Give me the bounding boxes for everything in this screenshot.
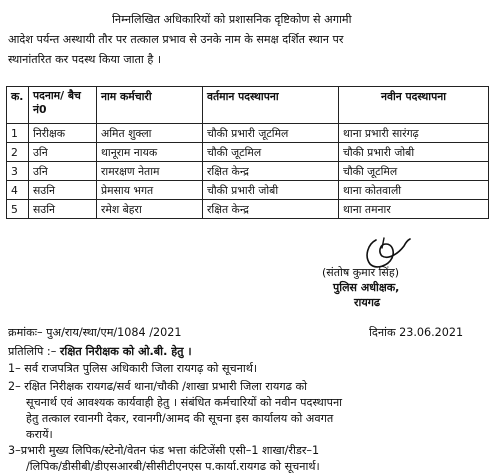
cell-serial: 1 (7, 124, 29, 143)
order-date: दिनांक 23.06.2021 (369, 326, 464, 339)
cell-name: अमित शुक्ला (97, 124, 203, 143)
copy-line-1: 1– सर्व राजपत्रित पुलिस अधिकारी जिला रायगढ़ को सूचनार्थ। (8, 362, 258, 375)
cell-designation: निरीक्षक (29, 124, 97, 143)
copy-line-3-cont: /लिपिक/डीसीबी/डीएसआरबी/सीसीटीएनएस प.कार्या.रायगढ को सूचनार्थ। (26, 460, 320, 473)
intro-line-3: स्थानांतरित कर पदस्थ किया जाता है । (8, 53, 162, 66)
table-header-row (7, 87, 489, 124)
col-header-new-posting: नवीन पदस्थापना (339, 87, 489, 124)
cell-current-posting: रक्षित केन्द्र (203, 200, 339, 219)
intro-line-1: निम्नलिखित अधिकारियों को प्रशासनिक दृष्टिकोण से अगामी (112, 13, 352, 26)
cell-name: प्रेमसाय भगत (97, 181, 203, 200)
cell-serial: 3 (7, 162, 29, 181)
cell-new-posting: चौकी प्रभारी जोबी (339, 143, 489, 162)
table-row (7, 200, 489, 219)
handwritten-signature (362, 236, 412, 270)
table-row (7, 181, 489, 200)
cell-current-posting: चौकी प्रभारी जूटमिल (203, 124, 339, 143)
col-header-serial: क. (7, 87, 29, 124)
signatory-designation: पुलिस अधीक्षक, (333, 281, 400, 294)
cell-name: थानूराम नायक (97, 143, 203, 162)
copy-to-heading (8, 345, 192, 359)
col-header-current-posting: वर्तमान पदस्थापना (203, 87, 339, 124)
signatory-name: (संतोष कुमार सिंह) (322, 266, 399, 279)
copy-to-prefix: प्रतिलिपि :– (8, 345, 57, 358)
cell-serial: 2 (7, 143, 29, 162)
cell-designation: सउनि (29, 200, 97, 219)
cell-current-posting: चौकी जूटमिल (203, 143, 339, 162)
col-header-name: नाम कर्मचारी (97, 87, 203, 124)
cell-new-posting: थाना कोतवाली (339, 181, 489, 200)
transfer-table (6, 86, 489, 219)
reference-number: क्रमांकः– पुअ/राय/स्था/एम/1084 /2021 (8, 326, 182, 339)
cell-designation: उनि (29, 162, 97, 181)
copy-line-2-cont-c: करायें। (26, 428, 53, 441)
cell-serial: 4 (7, 181, 29, 200)
cell-designation: सउनि (29, 181, 97, 200)
cell-designation: उनि (29, 143, 97, 162)
cell-new-posting: चौकी जूटमिल (339, 162, 489, 181)
copy-to-recipient: रक्षित निरीक्षक को ओ.बी. हेतु । (59, 345, 192, 358)
cell-current-posting: चौकी प्रभारी जोबी (203, 181, 339, 200)
cell-new-posting: थाना तमनार (339, 200, 489, 219)
copy-line-2-cont-b: हेतु तत्काल रवानगी देकर, रवानगी/आमद की सूचना इस कार्यालय को अवगत (26, 412, 334, 425)
intro-line-2: आदेश पर्यन्त अस्थायी तौर पर तत्काल प्रभाव से उनके नाम के समक्ष दर्शित स्थान पर (8, 33, 344, 46)
cell-name: रामरक्षण नेताम (97, 162, 203, 181)
copy-line-2-cont-a: सूचनार्थ एवं आवश्यक कार्यवाही हेतु । संबंधित कर्मचारियों को नवीन पदस्थापना (26, 396, 343, 409)
cell-name: रमेश बेहरा (97, 200, 203, 219)
cell-new-posting: थाना प्रभारी सारंगढ़ (339, 124, 489, 143)
table-row (7, 162, 489, 181)
cell-serial: 5 (7, 200, 29, 219)
copy-line-2: 2– रक्षित निरीक्षक रायगढ/सर्व थाना/चौकी /शाखा प्रभारी जिला रायगढ को (8, 380, 307, 393)
cell-current-posting: रक्षित केन्द्र (203, 162, 339, 181)
col-header-designation: पदनाम/ बैच नं0 (29, 87, 97, 124)
table-row (7, 124, 489, 143)
signatory-place: रायगढ (354, 296, 381, 309)
table-row (7, 143, 489, 162)
copy-line-3: 3–प्रभारी मुख्य लिपिक/स्टेनो/वेतन फंड भत्ता कंटिजेंसी एसी–1 शाखा/रीडर–1 (8, 444, 320, 457)
